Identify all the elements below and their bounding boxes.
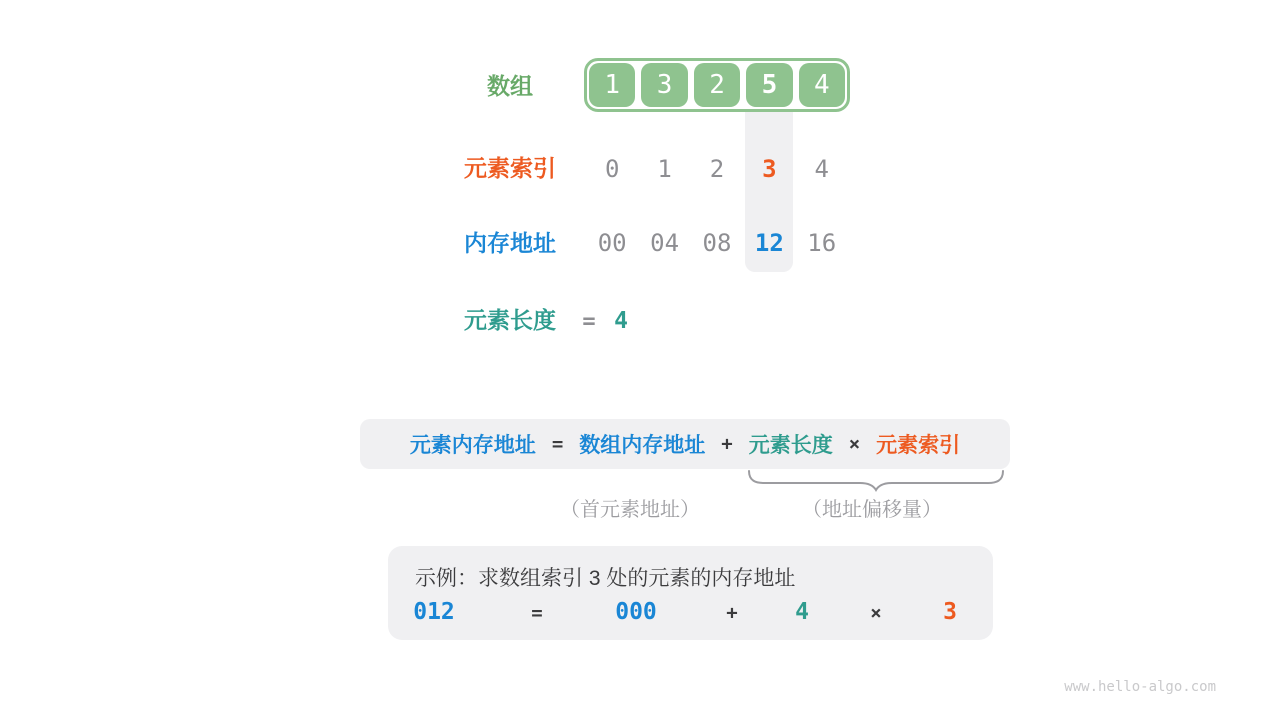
example-element-length: 4	[795, 599, 809, 625]
array-container	[584, 58, 850, 112]
index-value-1: 1	[657, 155, 672, 183]
address-value-2: 08	[702, 229, 732, 257]
array-cell-1: 3	[641, 63, 687, 107]
example-plus-sign: +	[726, 602, 738, 624]
index-value-4: 4	[814, 155, 829, 183]
length-row-label: 元素长度	[464, 307, 556, 333]
example-title: 示例：求数组索引 3 处的元素的内存地址	[415, 567, 796, 590]
example-result-address: 012	[413, 599, 455, 625]
formula-term-element-length: 元素长度	[748, 434, 833, 457]
array-cell-3-highlighted: 5	[746, 63, 792, 107]
array-cell-2: 2	[694, 63, 740, 107]
annotation-first-element-address: （首元素地址）	[560, 499, 700, 521]
array-row-label: 数组	[487, 73, 533, 99]
formula-multiply-sign: ×	[848, 433, 861, 455]
address-row-label: 内存地址	[464, 230, 556, 256]
index-value-2: 2	[709, 155, 725, 183]
index-value-0: 0	[604, 155, 620, 183]
array-cell-4: 4	[799, 63, 845, 107]
site-watermark: www.hello-algo.com	[1064, 679, 1216, 695]
address-formula-box	[360, 419, 1010, 469]
formula-equals-sign: =	[551, 433, 564, 455]
length-equals-sign: =	[582, 309, 596, 334]
annotation-address-offset: （地址偏移量）	[802, 499, 942, 521]
length-value: 4	[614, 308, 628, 334]
index-value-3-highlighted: 3	[762, 155, 777, 183]
example-multiply-sign: ×	[870, 602, 882, 624]
underbrace	[747, 470, 1005, 492]
address-row-values	[586, 229, 848, 257]
address-value-0: 00	[597, 229, 627, 257]
array-cell-0: 1	[589, 63, 635, 107]
formula-plus-sign: +	[721, 433, 733, 455]
example-equals-sign: =	[531, 602, 543, 624]
index-row-values	[586, 155, 848, 183]
address-value-4: 16	[807, 229, 837, 257]
formula-term-element-index: 元素索引	[876, 434, 961, 457]
address-value-3-highlighted: 12	[754, 229, 784, 257]
example-base-address: 000	[615, 599, 657, 625]
example-element-index: 3	[943, 599, 957, 625]
formula-term-element-address: 元素内存地址	[409, 434, 536, 457]
index-row-label: 元素索引	[464, 155, 556, 181]
example-box	[388, 546, 993, 640]
address-value-1: 04	[650, 229, 680, 257]
formula-term-array-address: 数组内存地址	[579, 434, 706, 457]
